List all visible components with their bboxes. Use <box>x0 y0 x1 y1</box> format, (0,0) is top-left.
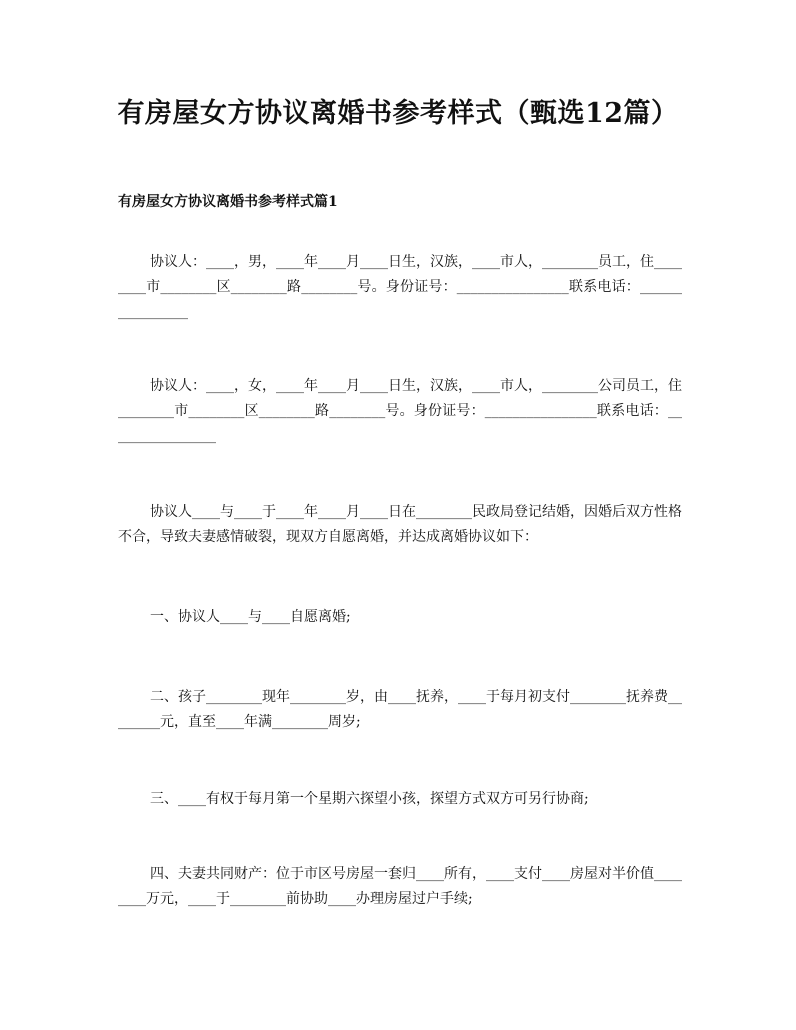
document-title: 有房屋女方协议离婚书参考样式（甄选12篇） <box>117 98 679 129</box>
paragraph-party-female: 协议人：____，女，____年____月____日生，汉族，____市人，________公司员工，住________市________区________路________号。身份证号：________________联系电话：________________ <box>118 378 682 444</box>
paragraph-clause-1: 一、协议人____与____自愿离婚; <box>150 609 351 625</box>
paragraph-party-male: 协议人：____，男，____年____月____日生，汉族，____市人，________员工，住________市________区________路________号。身份证号：________________联系电话：________________ <box>118 254 682 320</box>
paragraph-clause-2: 二、孩子________现年________岁，由____抚养，____于每月初支付________抚养费________元，直至____年满________周岁; <box>118 689 682 730</box>
paragraph-marriage-statement: 协议人____与____于____年____月____日在________民政局登记结婚，因婚后双方性格不合，导致夫妻感情破裂，现双方自愿离婚，并达成离婚协议如下： <box>118 504 682 545</box>
section-heading: 有房屋女方协议离婚书参考样式篇1 <box>118 194 338 210</box>
paragraph-clause-4: 四、夫妻共同财产：位于市区号房屋一套归____所有，____支付____房屋对半价值________万元，____于________前协助____办理房屋过户手续; <box>118 866 682 907</box>
paragraph-clause-3: 三、____有权于每月第一个星期六探望小孩，探望方式双方可另行协商; <box>150 791 589 807</box>
